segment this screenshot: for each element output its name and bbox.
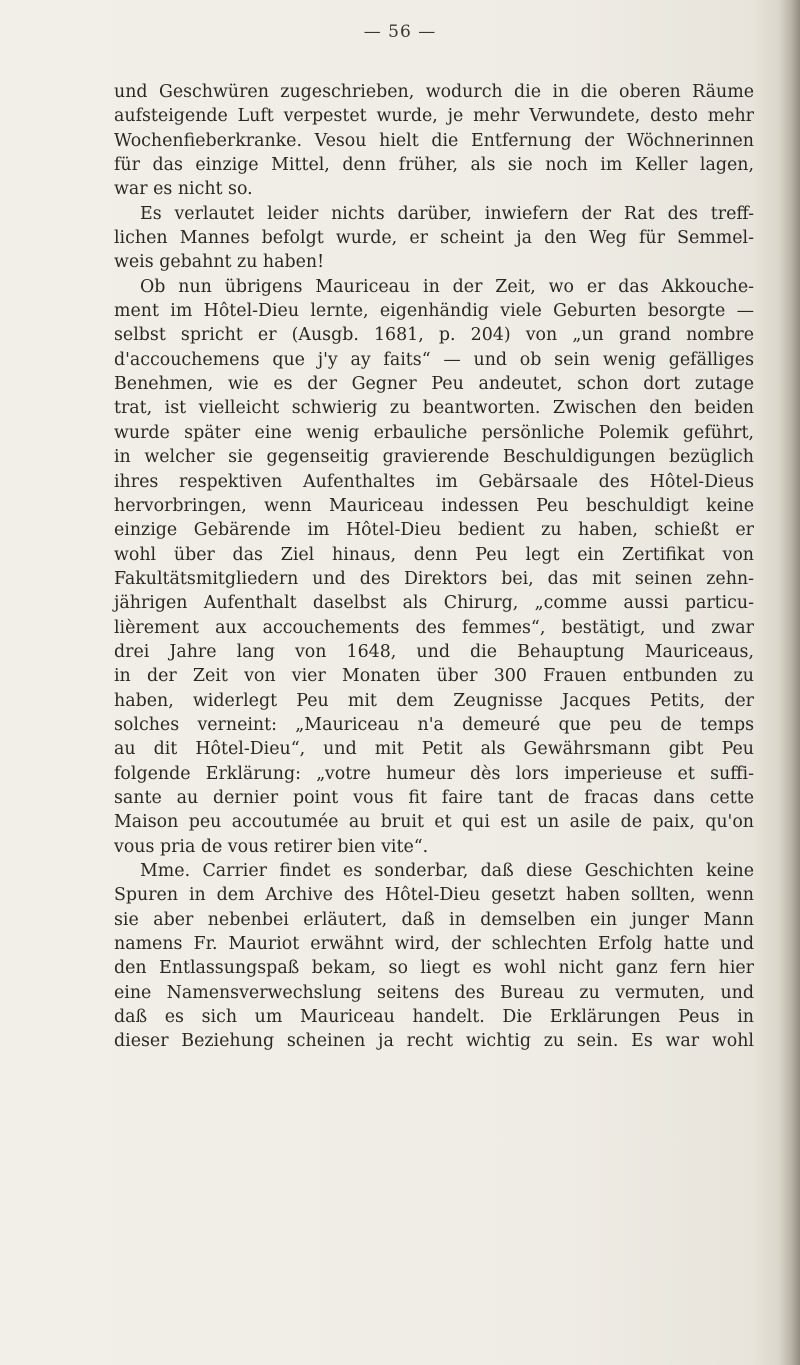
text-line: für das einzige Mittel, denn früher, als sie noch im Keller lagen, [114,155,754,176]
text-line: Wochenfieberkranke. Vesou hielt die Entfernung der Wöchnerinnen [114,130,754,151]
text-line: namens Fr. Mauriot erwähnt wird, der schlechten Erfolg hatte und [114,934,754,955]
text-line: selbst spricht er (Ausgb. 1681, p. 204) von „un grand nombre [114,325,754,346]
text-line: Es verlautet leider nichts darüber, inwiefern der Rat des treff- [140,203,754,224]
text-line: einzige Gebärende im Hôtel-Dieu bedient zu haben, schießt er [114,520,754,541]
text-line: vous pria de vous retirer bien vite“. [114,836,429,857]
text-line: au dit Hôtel-Dieu“, und mit Petit als Gewährsmann gibt Peu [114,739,754,760]
text-line: in welcher sie gegenseitig gravierende Beschuldigungen bezüglich [114,447,754,468]
text-line: aufsteigende Luft verpestet wurde, je mehr Verwundete, desto mehr [114,106,754,127]
text-line: jährigen Aufenthalt daselbst als Chirurg, „comme aussi particu- [114,593,754,614]
text-line: sante au dernier point vous fit faire tant de fracas dans cette [114,787,754,808]
text-line: d'accouchemens que j'y ay faits“ — und ob sein wenig gefälliges [114,349,754,370]
text-line: eine Namensverwechslung seitens des Bureau zu vermuten, und [114,982,754,1003]
text-line: und Geschwüren zugeschrieben, wodurch die in die oberen Räume [114,82,754,102]
text-line: ihres respektiven Aufenthaltes im Gebärsaale des Hôtel-Dieus [114,471,754,492]
text-line: haben, widerlegt Peu mit dem Zeugnisse Jacques Petits, der [114,690,754,711]
text-line: war es nicht so. [114,179,253,200]
text-line: weis gebahnt zu haben! [114,252,325,273]
text-line: Maison peu accoutumée au bruit et qui est un asile de paix, qu'on [114,812,754,833]
body-text [114,80,754,1054]
text-line: folgende Erklärung: „votre humeur dès lors imperieuse et suffi- [114,763,754,784]
text-line: hervorbringen, wenn Mauriceau indessen Peu beschuldigt keine [114,495,754,516]
page-number: — 56 — [363,22,437,42]
text-line: wohl über das Ziel hinaus, denn Peu legt ein Zertifikat von [114,544,754,565]
text-line: trat, ist vielleicht schwierig zu beantworten. Zwischen den beiden [114,398,754,419]
text-line: Fakultätsmitgliedern und des Direktors bei, das mit seinen zehn- [114,568,754,589]
text-line: dieser Beziehung scheinen ja recht wichtig zu sein. Es war wohl [114,1031,754,1052]
text-line: den Entlassungspaß bekam, so liegt es wohl nicht ganz fern hier [114,958,754,979]
text-line: lichen Mannes befolgt wurde, er scheint ja den Weg für Semmel- [114,228,754,249]
text-line: sie aber nebenbei erläutert, daß in demselben ein junger Mann [114,909,754,930]
text-line: Benehmen, wie es der Gegner Peu andeutet, schon dort zutage [114,374,754,395]
text-line: lièrement aux accouchements des femmes“, bestätigt, und zwar [114,617,754,638]
text-line: solches verneint: „Mauriceau n'a demeuré que peu de temps [114,714,754,735]
text-line: daß es sich um Mauriceau handelt. Die Erklärungen Peus in [114,1007,754,1028]
text-line: drei Jahre lang von 1648, und die Behauptung Mauriceaus, [114,641,754,662]
text-line: wurde später eine wenig erbauliche persönliche Polemik geführt, [114,422,754,443]
text-line: ment im Hôtel-Dieu lernte, eigenhändig viele Geburten besorgte — [114,301,754,322]
text-line: Spuren in dem Archive des Hôtel-Dieu gesetzt haben sollten, wenn [114,885,754,906]
text-line: Mme. Carrier findet es sonderbar, daß diese Geschichten keine [140,861,754,881]
text-line: Ob nun übrigens Mauriceau in der Zeit, wo er das Akkouche- [140,276,754,297]
text-line: in der Zeit von vier Monaten über 300 Frauen entbunden zu [114,666,754,687]
page-edge-shadow [778,0,800,1365]
